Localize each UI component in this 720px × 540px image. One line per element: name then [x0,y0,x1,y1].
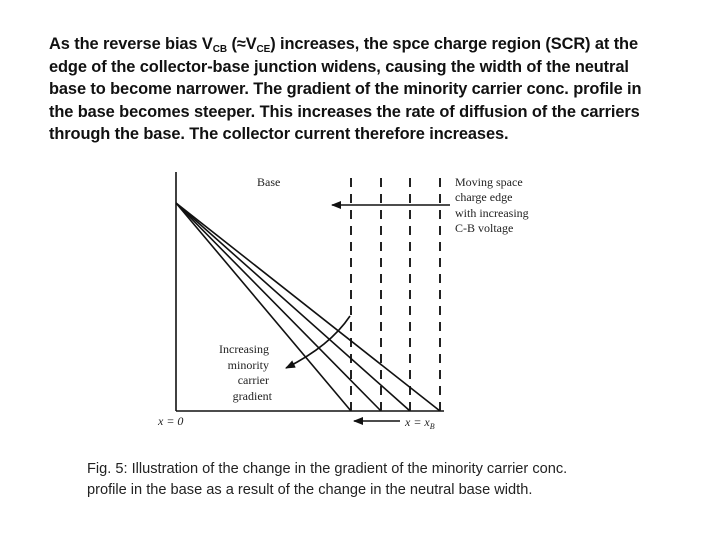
vcb-subscript: CB [212,44,227,55]
paragraph-line-2: edge of the collector-base junction widens, causing the width of the neutral [49,57,629,76]
xb-label [404,415,435,431]
paragraph-line-1-start: As the reverse bias V [49,35,213,53]
caption-line-2: profile in the base as a result of the change in the neutral base width. [87,482,533,498]
base-label: Base [257,175,281,189]
profile-line-4 [176,203,440,411]
x0-label: x = 0 [158,414,184,428]
space-charge-label-line-4: C-B voltage [455,221,514,235]
paragraph-line-5: through the base. The collector current therefore increases. [49,125,509,143]
vce-subscript: CE [256,44,271,55]
xb-label-main: x = x [405,415,430,429]
profile-line-3 [176,203,410,411]
gradient-label-line-1: Increasing [219,342,269,356]
gradient-label-line-4: gradient [232,389,272,403]
gradient-label-line-2: minority [227,358,269,372]
figure-caption [87,459,687,501]
xb-label-sub: B [429,422,435,431]
paragraph-line-3: base to become narrower. The gradient of the minority carrier conc. profile in [49,80,642,98]
space-charge-label [455,175,532,235]
paragraph-line-1-mid: (≈V [226,35,257,53]
gradient-label-line-3: carrier [237,373,269,387]
space-charge-label-line-2: charge edge [455,190,513,204]
paragraph-line-1-end: ) increases, the spce charge region (SCR) at the [270,35,638,53]
caption-line-1: Fig. 5: Illustration of the change in the gradient of the minority carrier conc. [87,461,568,477]
paragraph-line-4: the base becomes steeper. This increases the rate of diffusion of the carriers [49,102,640,121]
space-charge-label-line-3: with increasing [455,206,529,220]
gradient-label [219,342,273,403]
space-charge-label-line-1: Moving space [455,175,523,189]
